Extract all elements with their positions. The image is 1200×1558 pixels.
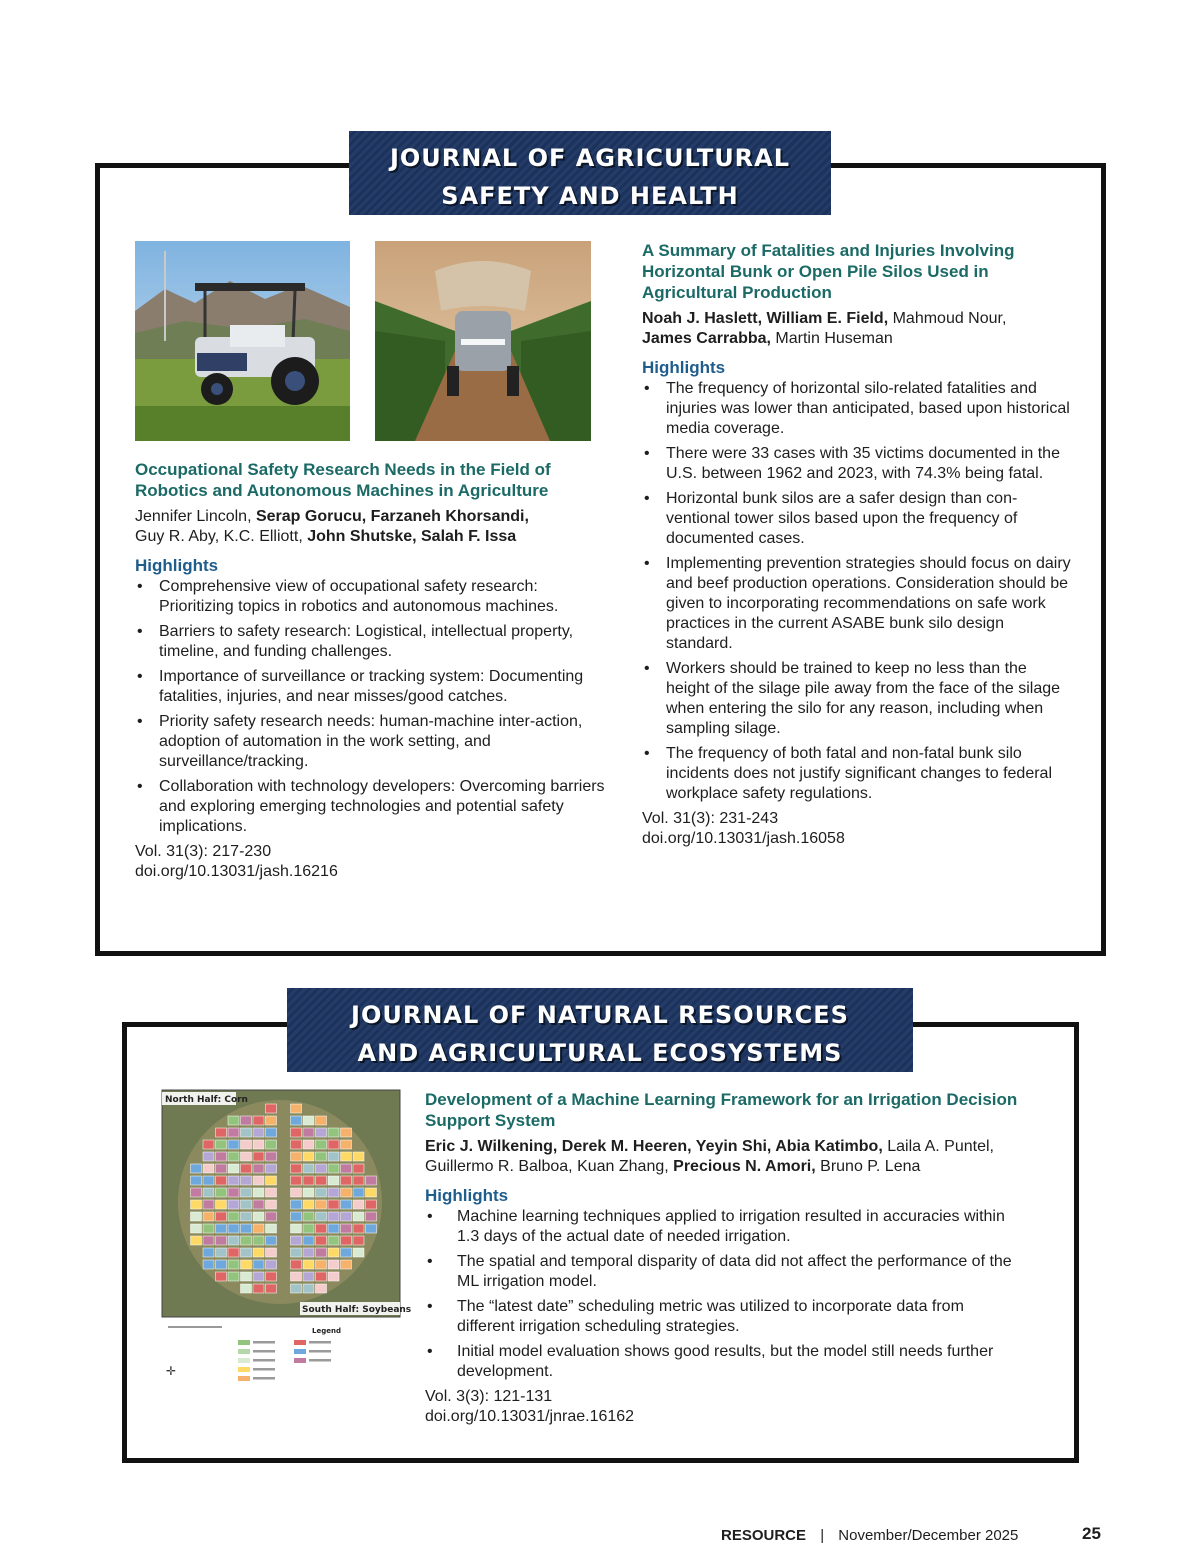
- field-plot: [316, 1212, 327, 1221]
- field-plot: [203, 1260, 214, 1269]
- field-plot: [266, 1128, 277, 1137]
- legend-swatch: [238, 1349, 250, 1354]
- jash-banner-line2: SAFETY AND HEALTH: [441, 182, 739, 210]
- field-plot: [328, 1236, 339, 1245]
- page-footer: [721, 1526, 1018, 1546]
- field-plot: [253, 1140, 264, 1149]
- field-plot: [316, 1116, 327, 1125]
- field-plot: [291, 1188, 302, 1197]
- field-plot: [266, 1272, 277, 1281]
- field-plot: [316, 1164, 327, 1173]
- field-plot: [266, 1260, 277, 1269]
- field-plot: [203, 1224, 214, 1233]
- legend-swatch: [294, 1340, 306, 1345]
- field-plot: [291, 1152, 302, 1161]
- field-plot: [228, 1164, 239, 1173]
- field-plot: [328, 1188, 339, 1197]
- author-span: James Carrabba,: [642, 330, 771, 347]
- field-plot: [266, 1224, 277, 1233]
- field-plot: [341, 1140, 352, 1149]
- field-plot: [328, 1200, 339, 1209]
- field-plot: [253, 1164, 264, 1173]
- field-plot: [203, 1176, 214, 1185]
- field-plot: [241, 1248, 252, 1257]
- doi-link[interactable]: doi.org/10.13031/jash.16216: [135, 863, 338, 880]
- field-plot: [216, 1188, 227, 1197]
- field-plot: [353, 1152, 364, 1161]
- field-plot: [328, 1224, 339, 1233]
- field-plot: [241, 1188, 252, 1197]
- field-plot: [291, 1140, 302, 1149]
- field-plot: [303, 1116, 314, 1125]
- field-plot: [241, 1224, 252, 1233]
- field-plot: [328, 1212, 339, 1221]
- field-plot: [366, 1200, 377, 1209]
- highlights-list: [135, 577, 605, 837]
- field-plot: [291, 1128, 302, 1137]
- highlight-item: • Collaboration with technology developers: Overcoming barriers and exploring emerging technologies and potential safety implications.: [135, 777, 605, 837]
- field-plot: [303, 1248, 314, 1257]
- field-plot: [216, 1200, 227, 1209]
- field-plot: [303, 1164, 314, 1173]
- author-span: Bruno P. Lena: [815, 1158, 921, 1175]
- field-plot: [241, 1176, 252, 1185]
- field-plot: [341, 1164, 352, 1173]
- highlights-heading: Highlights: [642, 358, 726, 377]
- field-plot: [241, 1164, 252, 1173]
- field-plot: [353, 1200, 364, 1209]
- jnrae-banner-line1: JOURNAL OF NATURAL RESOURCES: [351, 1001, 849, 1029]
- article-reference: [642, 809, 1072, 849]
- legend-line: [253, 1377, 275, 1380]
- vineyard-robot-photo: [375, 241, 591, 441]
- field-plot: [241, 1200, 252, 1209]
- field-plot: [341, 1188, 352, 1197]
- legend-swatch: [238, 1367, 250, 1372]
- field-plot: [316, 1128, 327, 1137]
- field-plot: [291, 1272, 302, 1281]
- author-span: Serap Gorucu, Farzaneh Khorsandi,: [255, 508, 529, 525]
- field-plot: [253, 1116, 264, 1125]
- volume-text: Vol. 31(3): 231-243: [642, 810, 779, 827]
- field-plot: [303, 1152, 314, 1161]
- field-plot: [228, 1248, 239, 1257]
- field-plot: [266, 1152, 277, 1161]
- field-plot: [266, 1140, 277, 1149]
- field-plot: [228, 1236, 239, 1245]
- field-plot: [291, 1116, 302, 1125]
- field-plot: [228, 1188, 239, 1197]
- field-plot: [266, 1212, 277, 1221]
- field-plot: [328, 1248, 339, 1257]
- article-title: Occupational Safety Research Needs in the Field of Robotics and Autonomous Machines in Agriculture: [135, 460, 551, 500]
- field-plot: [291, 1236, 302, 1245]
- field-plot: [353, 1224, 364, 1233]
- highlight-item: • Implementing prevention strategies should focus on dairy and beef production operations. Consideration should be given to incorporating recommendations on safe work practices in the current ASABE bunk silo design standard.: [642, 554, 1072, 654]
- field-plot: [303, 1224, 314, 1233]
- legend-line: [253, 1341, 275, 1344]
- field-plot: [253, 1212, 264, 1221]
- highlight-item: • Priority safety research needs: human-machine inter-action, adoption of automation in the work setting, and surveillance/tracking.: [135, 712, 605, 772]
- field-plot: [191, 1200, 202, 1209]
- field-plot: [228, 1176, 239, 1185]
- field-plot: [353, 1164, 364, 1173]
- article-title: Development of a Machine Learning Framework for an Irrigation Decision Support System: [425, 1090, 1018, 1130]
- field-plot: [216, 1236, 227, 1245]
- field-plot: [303, 1188, 314, 1197]
- highlights-heading: Highlights: [425, 1186, 509, 1205]
- field-plot: [228, 1260, 239, 1269]
- field-plot: [291, 1260, 302, 1269]
- field-plot: [341, 1128, 352, 1137]
- field-plot: [216, 1224, 227, 1233]
- field-plot: [266, 1284, 277, 1293]
- highlight-item: • The “latest date” scheduling metric was utilized to incorporate data from different irrigation scheduling strategies.: [425, 1297, 1025, 1337]
- author-span: Precious N. Amori,: [673, 1158, 816, 1175]
- highlight-item: • Initial model evaluation shows good results, but the model still needs further development.: [425, 1342, 1025, 1382]
- field-plot: [253, 1188, 264, 1197]
- author-span: John Shutske, Salah F. Issa: [307, 528, 517, 545]
- field-plot: [266, 1200, 277, 1209]
- field-plot: [316, 1140, 327, 1149]
- field-plot: [291, 1104, 302, 1113]
- field-plot: [353, 1248, 364, 1257]
- field-plot: [303, 1212, 314, 1221]
- field-plot: [341, 1152, 352, 1161]
- highlight-item: • Barriers to safety research: Logistical, intellectual property, timeline, and funding challenges.: [135, 622, 605, 662]
- legend-swatch: [238, 1376, 250, 1381]
- field-plot: [241, 1272, 252, 1281]
- field-plot: [266, 1188, 277, 1197]
- field-plot: [241, 1212, 252, 1221]
- jnrae-banner: [287, 988, 913, 1072]
- field-plot: [266, 1176, 277, 1185]
- field-plot: [228, 1116, 239, 1125]
- field-plot: [228, 1200, 239, 1209]
- field-plot: [266, 1248, 277, 1257]
- legend-line: [253, 1350, 275, 1353]
- author-span: Eric J. Wilkening, Derek M. Heeren, Yeyin Shi, Abia Katimbo,: [425, 1138, 883, 1155]
- field-plot: [253, 1152, 264, 1161]
- field-plot: [228, 1272, 239, 1281]
- field-plot: [291, 1212, 302, 1221]
- field-plot: [316, 1272, 327, 1281]
- legend-line: [253, 1359, 275, 1362]
- jash-banner-line1: JOURNAL OF AGRICULTURAL: [389, 144, 791, 172]
- field-plot: [216, 1212, 227, 1221]
- legend-line: [309, 1341, 331, 1344]
- highlight-item: • The frequency of horizontal silo-related fatalities and injuries was lower than anticipated, based upon historical media coverage.: [642, 379, 1072, 439]
- field-plot: [191, 1212, 202, 1221]
- highlight-item: • Machine learning techniques applied to irrigation resulted in accuracies within 1.3 days of the actual date of needed irrigation.: [425, 1207, 1025, 1247]
- field-plot: [303, 1200, 314, 1209]
- field-plot: [253, 1236, 264, 1245]
- highlights-list: [425, 1207, 1025, 1382]
- field-plot: [316, 1176, 327, 1185]
- field-plot: [353, 1188, 364, 1197]
- field-plot: [228, 1152, 239, 1161]
- author-span: Guy R. Aby, K.C. Elliott,: [135, 528, 308, 545]
- north-arrow-icon: ✛: [166, 1364, 177, 1378]
- article-title: A Summary of Fatalities and Injuries Involving Horizontal Bunk or Open Pile Silos Used in Agricultural Production: [642, 241, 1015, 302]
- legend-line: [309, 1350, 331, 1353]
- doi-link[interactable]: doi.org/10.13031/jash.16058: [642, 830, 845, 847]
- field-plot: [303, 1236, 314, 1245]
- field-plot: [203, 1188, 214, 1197]
- page-number: 25: [1082, 1524, 1101, 1543]
- field-plot: [303, 1128, 314, 1137]
- field-plot: [316, 1260, 327, 1269]
- volume-text: Vol. 3(3): 121-131: [425, 1388, 553, 1405]
- field-plot: [316, 1200, 327, 1209]
- field-plot: [241, 1260, 252, 1269]
- field-plot: [253, 1200, 264, 1209]
- article-bunk-silos: [642, 240, 1072, 849]
- field-plot: [316, 1152, 327, 1161]
- field-plot: [203, 1140, 214, 1149]
- field-plot: [366, 1224, 377, 1233]
- field-plot: [266, 1104, 277, 1113]
- field-plot: [228, 1212, 239, 1221]
- highlight-item: • Workers should be trained to keep no less than the height of the silage pile away from the face of the silage when entering the silo for any reason, including when sampling silage.: [642, 659, 1072, 739]
- legend-line: [309, 1359, 331, 1362]
- legend-swatch: [238, 1340, 250, 1345]
- field-plot: [216, 1140, 227, 1149]
- field-plot: [316, 1188, 327, 1197]
- article-authors: [425, 1137, 1045, 1177]
- field-plot: [216, 1272, 227, 1281]
- field-plot: [341, 1248, 352, 1257]
- field-plot: [316, 1248, 327, 1257]
- highlight-item: • There were 33 cases with 35 victims documented in the U.S. between 1962 and 2023, with 74.3% being fatal.: [642, 444, 1072, 484]
- doi-link[interactable]: doi.org/10.13031/jnrae.16162: [425, 1408, 635, 1425]
- footer-separator: |: [820, 1527, 825, 1544]
- field-plot: [266, 1116, 277, 1125]
- field-plot: [241, 1128, 252, 1137]
- field-plot: [353, 1236, 364, 1245]
- field-plot: [328, 1260, 339, 1269]
- field-plot: [253, 1248, 264, 1257]
- field-plot: [303, 1176, 314, 1185]
- field-plot: [203, 1164, 214, 1173]
- field-plot: [216, 1176, 227, 1185]
- field-plot: [203, 1248, 214, 1257]
- field-plot: [253, 1176, 264, 1185]
- highlight-item: • Comprehensive view of occupational safety research: Prioritizing topics in robotics and autonomous machines.: [135, 577, 605, 617]
- field-plot: [303, 1260, 314, 1269]
- field-plot: [291, 1284, 302, 1293]
- field-plot: [241, 1152, 252, 1161]
- field-plot: [216, 1152, 227, 1161]
- field-plot: [341, 1176, 352, 1185]
- autonomous-tractor-photo: [135, 241, 350, 441]
- field-plot: [328, 1176, 339, 1185]
- author-span: Laila A. Puntel,: [882, 1138, 994, 1155]
- field-plot: [328, 1272, 339, 1281]
- field-plot: [216, 1260, 227, 1269]
- field-plot: [203, 1212, 214, 1221]
- field-plot: [341, 1224, 352, 1233]
- map-legend-title: Legend: [312, 1327, 341, 1335]
- field-plot: [228, 1128, 239, 1137]
- field-plot: [191, 1236, 202, 1245]
- author-span: Guillermo R. Balboa, Kuan Zhang,: [425, 1158, 674, 1175]
- field-plot: [353, 1176, 364, 1185]
- field-plot: [216, 1248, 227, 1257]
- field-plot: [366, 1176, 377, 1185]
- irrigation-field-map: [162, 1090, 412, 1412]
- field-plot: [291, 1176, 302, 1185]
- field-plot: [191, 1188, 202, 1197]
- field-plot: [266, 1236, 277, 1245]
- field-plot: [203, 1236, 214, 1245]
- field-plot: [203, 1200, 214, 1209]
- field-plot: [303, 1284, 314, 1293]
- article-reference: [135, 842, 605, 882]
- field-plot: [253, 1260, 264, 1269]
- field-plot: [328, 1128, 339, 1137]
- field-plot: [266, 1164, 277, 1173]
- field-plot: [328, 1164, 339, 1173]
- map-south-label: South Half: Soybeans: [302, 1305, 412, 1315]
- map-north-label: North Half: Corn: [165, 1095, 248, 1105]
- field-plot: [253, 1224, 264, 1233]
- author-span: Martin Huseman: [770, 330, 893, 347]
- jnrae-banner-line2: AND AGRICULTURAL ECOSYSTEMS: [357, 1039, 843, 1067]
- article-authors: [135, 507, 605, 547]
- author-span: Mahmoud Nour,: [888, 310, 1007, 327]
- field-plot: [216, 1164, 227, 1173]
- author-span: Jennifer Lincoln,: [135, 508, 256, 525]
- article-robotics-safety: [135, 459, 605, 882]
- field-plot: [341, 1260, 352, 1269]
- highlight-item: • Importance of surveillance or tracking system: Documenting fatalities, injuries, and near misses/good catches.: [135, 667, 605, 707]
- field-plot: [191, 1224, 202, 1233]
- jash-banner: [349, 131, 831, 215]
- field-plot: [316, 1236, 327, 1245]
- field-plot: [191, 1164, 202, 1173]
- field-plot: [328, 1140, 339, 1149]
- field-plot: [241, 1284, 252, 1293]
- highlight-item: • Horizontal bunk silos are a safer design than con-ventional tower silos based upon the frequency of documented cases.: [642, 489, 1072, 549]
- field-plot: [328, 1152, 339, 1161]
- article-reference: [425, 1387, 1045, 1427]
- field-plot: [366, 1188, 377, 1197]
- magazine-name: RESOURCE: [721, 1527, 807, 1544]
- field-plot: [303, 1272, 314, 1281]
- field-plot: [291, 1224, 302, 1233]
- highlights-heading: Highlights: [135, 556, 219, 575]
- field-plot: [341, 1236, 352, 1245]
- field-plot: [228, 1140, 239, 1149]
- volume-text: Vol. 31(3): 217-230: [135, 843, 272, 860]
- field-plot: [241, 1236, 252, 1245]
- field-plot: [341, 1200, 352, 1209]
- field-plot: [316, 1224, 327, 1233]
- field-plot: [253, 1284, 264, 1293]
- field-plot: [253, 1128, 264, 1137]
- field-plot: [341, 1212, 352, 1221]
- field-plot: [253, 1272, 264, 1281]
- field-plot: [241, 1116, 252, 1125]
- field-plot: [353, 1212, 364, 1221]
- field-plot: [191, 1176, 202, 1185]
- field-plot: [216, 1128, 227, 1137]
- legend-line: [253, 1368, 275, 1371]
- legend-swatch: [294, 1358, 306, 1363]
- article-authors: [642, 309, 1072, 349]
- article-irrigation-ml: [425, 1089, 1045, 1427]
- highlights-list: [642, 379, 1072, 804]
- author-span: Noah J. Haslett, William E. Field,: [642, 310, 889, 327]
- field-plot: [203, 1152, 214, 1161]
- legend-swatch: [294, 1349, 306, 1354]
- legend-swatch: [238, 1358, 250, 1363]
- field-plot: [241, 1140, 252, 1149]
- issue-date: November/December 2025: [838, 1527, 1019, 1544]
- highlight-item: • The frequency of both fatal and non-fatal bunk silo incidents does not justify significant changes to federal workplace safety regulations.: [642, 744, 1072, 804]
- field-plot: [291, 1248, 302, 1257]
- field-plot: [291, 1200, 302, 1209]
- field-plot: [316, 1284, 327, 1293]
- field-plot: [291, 1164, 302, 1173]
- field-plot: [366, 1212, 377, 1221]
- field-plot: [303, 1140, 314, 1149]
- field-plot: [228, 1224, 239, 1233]
- highlight-item: • The spatial and temporal disparity of data did not affect the performance of the ML irrigation model.: [425, 1252, 1025, 1292]
